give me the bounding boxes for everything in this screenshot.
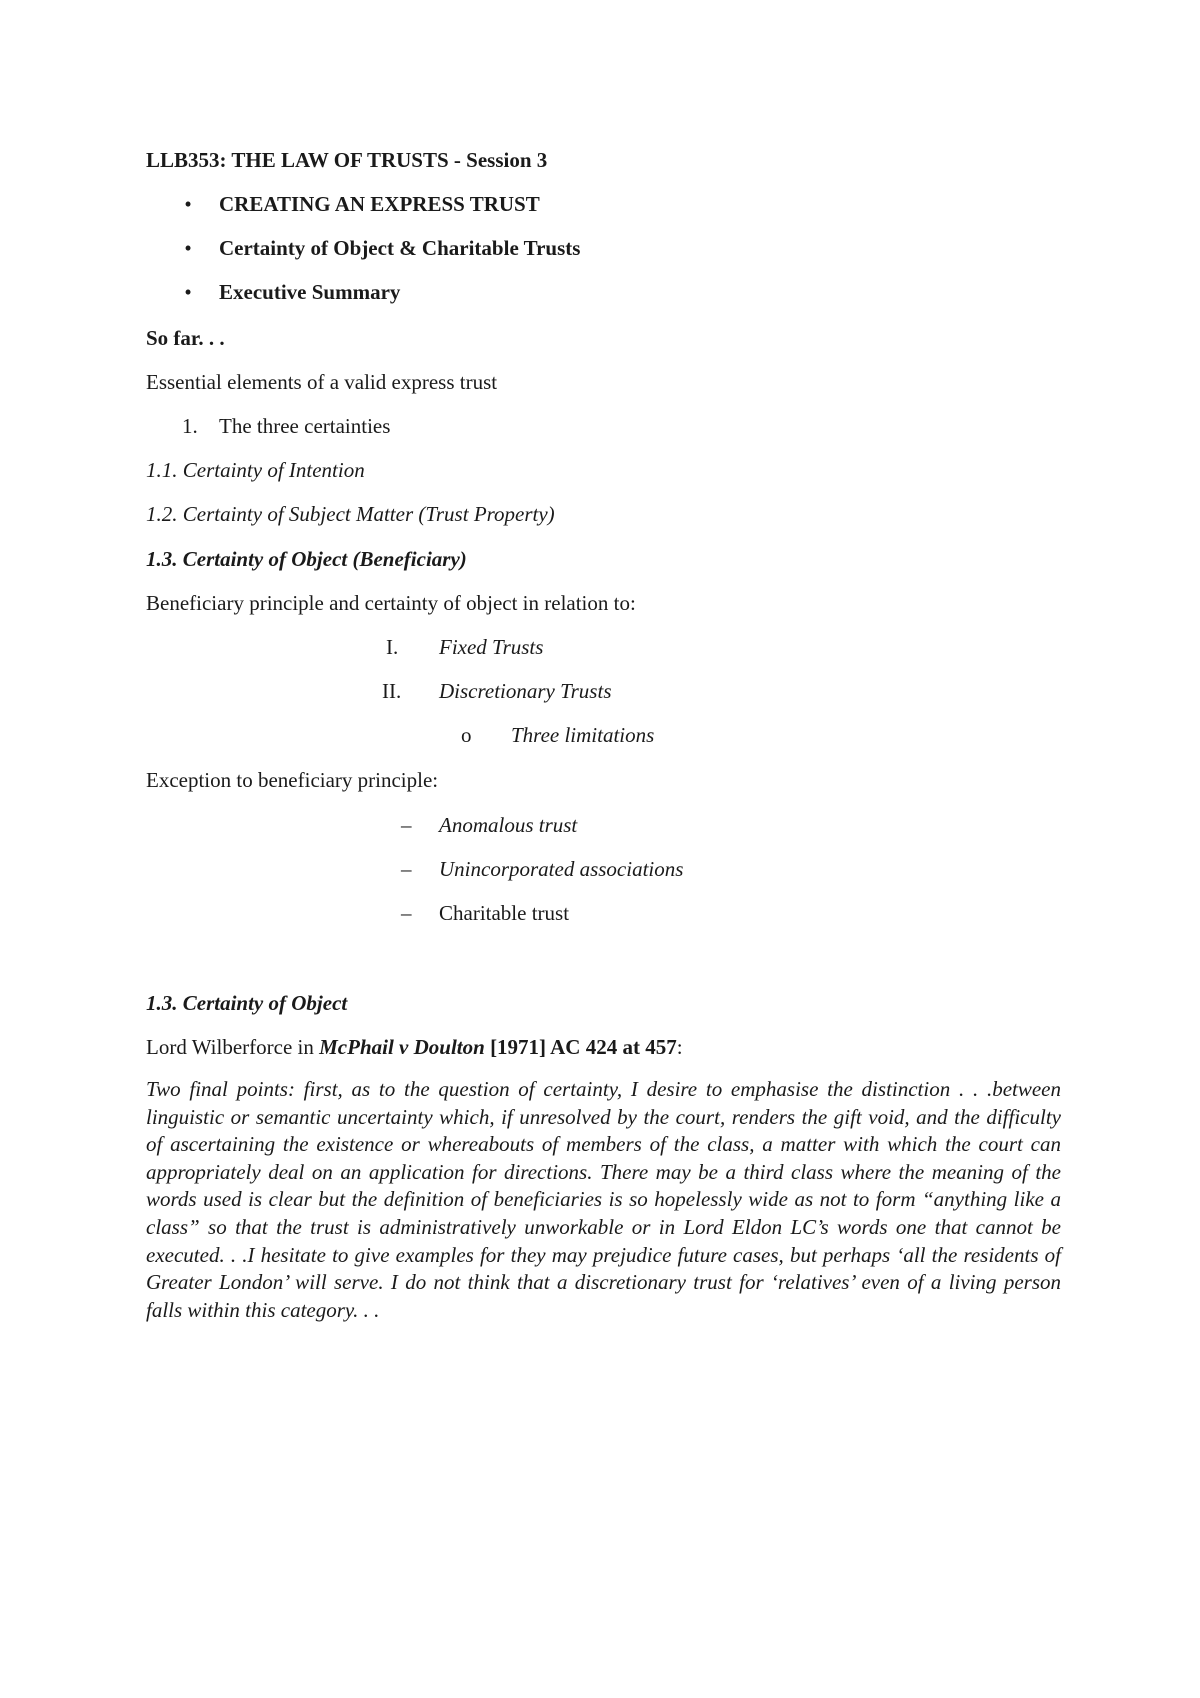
exception-item: Charitable trust	[439, 901, 570, 925]
numbered-item: The three certainties	[219, 414, 391, 438]
document-title: LLB353: THE LAW OF TRUSTS - Session 3	[146, 148, 548, 172]
judicial-quote: Two final points: first, as to the question of certainty, I desire to emphasise the distinction . . .between linguistic or semantic uncertainty which, if unresolved by the court, renders the gift void, and the difficulty of ascertaining the existence or whereabouts of members of the class, a matter with which the court can appropriately deal on an application for directions. There may be a third class where the meaning of the words used is clear but the definition of beneficiaries is so hopelessly wide as not to form “anything like a class” so that the trust is administratively unworkable or in Lord Eldon LC’s words one that cannot be executed. . .I hesitate to give examples for they may prejudice future cases, but perhaps ‘all the residents of Greater London’ will serve. I do not think that a discretionary trust for ‘relatives’ even of a living person falls within this category. . .	[146, 1077, 1061, 1322]
dash-marker: –	[401, 813, 412, 837]
case-name: McPhail v Doulton	[319, 1035, 485, 1059]
citation-suffix: :	[676, 1035, 683, 1059]
exception-heading: Exception to beneficiary principle:	[146, 768, 439, 792]
bullet-marker: •	[184, 236, 192, 260]
bullet-item: Certainty of Object & Charitable Trusts	[219, 236, 581, 260]
sub-bullet-item: Three limitations	[511, 723, 655, 747]
citation-line	[146, 1034, 683, 1060]
exception-item: Anomalous trust	[439, 813, 578, 837]
essentials-text: Essential elements of a valid express trust	[146, 370, 498, 394]
exception-item: Unincorporated associations	[439, 857, 684, 881]
subheading-subject-matter: 1.2. Certainty of Subject Matter (Trust Property)	[146, 502, 555, 526]
roman-numeral: I.	[386, 635, 399, 659]
case-reference: [1971] AC 424 at 457	[484, 1035, 677, 1059]
bullet-item: Executive Summary	[219, 280, 401, 304]
subheading-object: 1.3. Certainty of Object (Beneficiary)	[146, 547, 467, 571]
subheading-intention: 1.1. Certainty of Intention	[146, 458, 365, 482]
sub-bullet-marker: o	[461, 723, 472, 747]
roman-item: Discretionary Trusts	[439, 679, 612, 703]
dash-marker: –	[401, 901, 412, 925]
section-heading: 1.3. Certainty of Object	[146, 991, 348, 1015]
dash-marker: –	[401, 857, 412, 881]
roman-numeral: II.	[382, 679, 402, 703]
bullet-item: CREATING AN EXPRESS TRUST	[219, 192, 540, 216]
bullet-marker: •	[184, 280, 192, 304]
so-far-heading: So far. . .	[146, 326, 225, 350]
roman-item: Fixed Trusts	[439, 635, 544, 659]
list-number: 1.	[182, 414, 198, 438]
beneficiary-principle-text: Beneficiary principle and certainty of object in relation to:	[146, 591, 636, 615]
citation-prefix: Lord Wilberforce in	[146, 1035, 320, 1059]
bullet-marker: •	[184, 192, 192, 216]
